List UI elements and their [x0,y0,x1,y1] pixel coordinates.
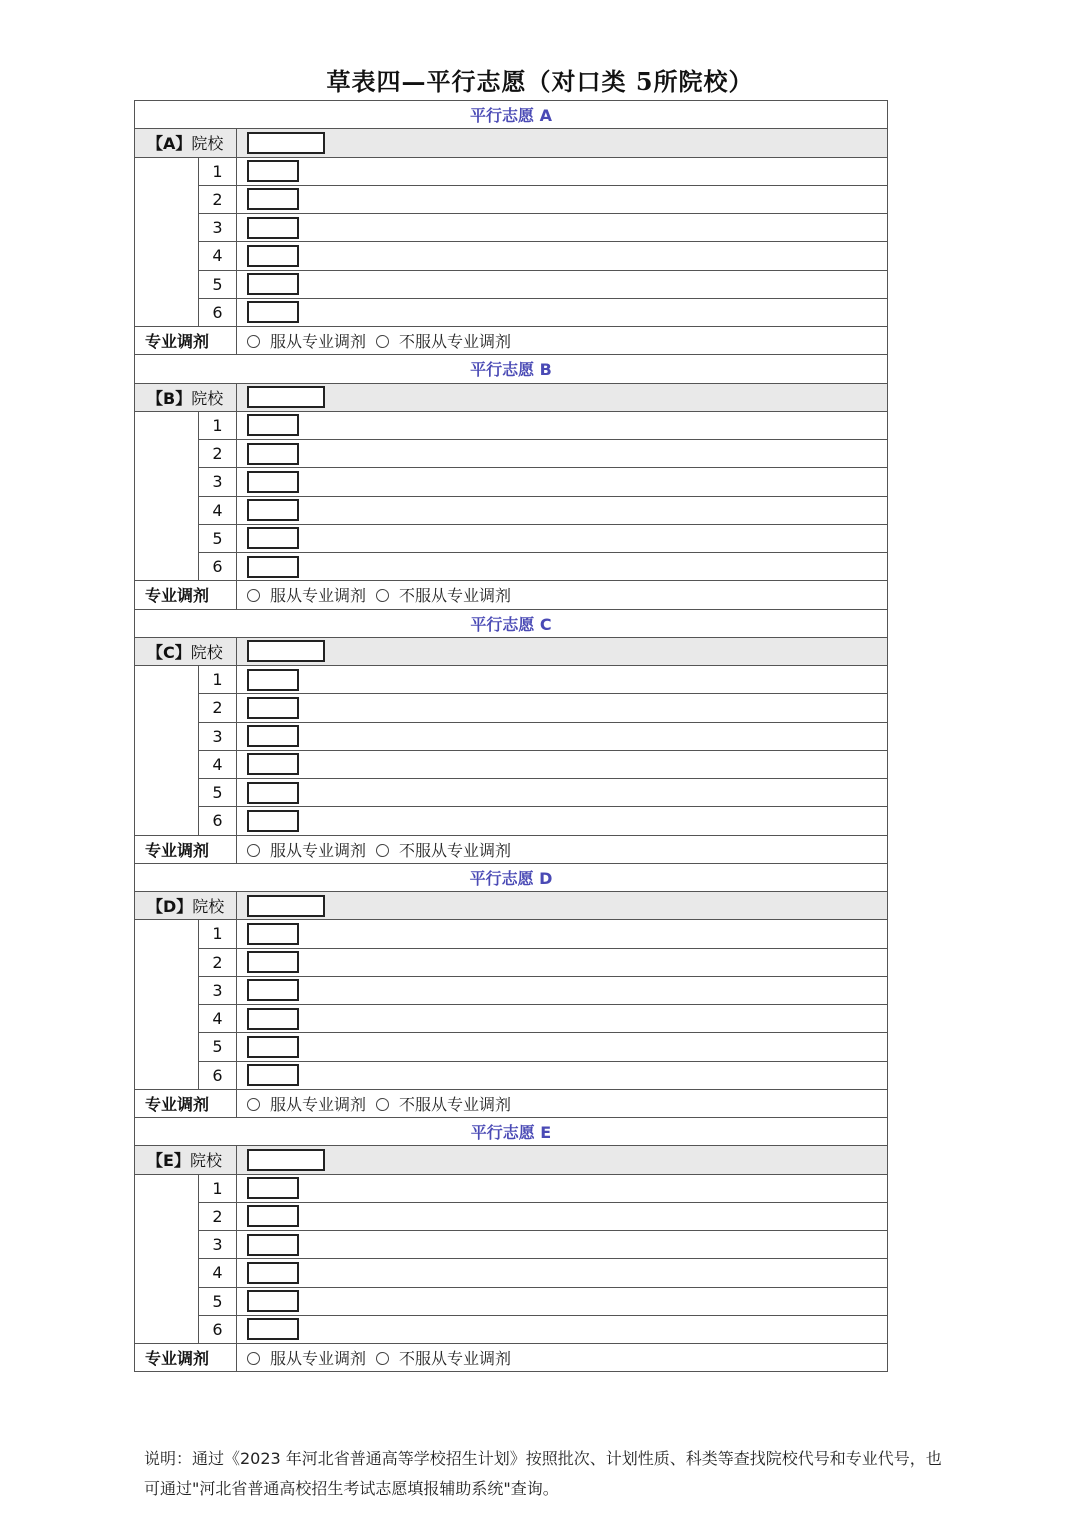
adjust-accept-text: 服从专业调剂 [270,840,367,860]
major-group-spacer [135,920,199,1090]
group-letter: 【E】 [147,1151,190,1171]
school-code-input[interactable] [247,1149,325,1171]
radio-accept[interactable] [247,844,260,857]
adjust-decline-text: 不服从专业调剂 [399,332,512,352]
adjust-accept-option[interactable] [247,1346,366,1369]
school-code-input[interactable] [247,386,325,408]
radio-accept[interactable] [247,1352,260,1365]
major-row [135,779,888,807]
group-header: 平行志愿 B [135,355,888,383]
school-label-text: 院校 [192,897,225,917]
school-label [135,129,237,157]
major-row [135,440,888,468]
major-code-input[interactable] [247,499,299,521]
major-code-input[interactable] [247,1036,299,1058]
major-code-input[interactable] [247,979,299,1001]
adjust-decline-option[interactable] [376,1346,511,1369]
major-code-input[interactable] [247,725,299,747]
radio-accept[interactable] [247,335,260,348]
major-row [135,694,888,722]
major-code-input[interactable] [247,188,299,210]
footnote-line-1: 说明：通过《2023 年河北省普通高等学校招生计划》按照批次、计划性质、科类等查找院校代号和专业代号，也 [144,1449,942,1468]
major-row [135,524,888,552]
major-number: 6 [199,1315,237,1343]
adjust-row [135,327,888,355]
adjust-decline-text: 不服从专业调剂 [399,1349,512,1369]
major-code-input[interactable] [247,301,299,323]
adjust-label: 专业调剂 [135,327,237,355]
school-row [135,1146,888,1174]
major-row [135,298,888,326]
group-letter: 【C】 [147,642,191,662]
adjust-row [135,581,888,609]
major-number: 5 [199,1287,237,1315]
major-number: 4 [199,1005,237,1033]
adjust-decline-text: 不服从专业调剂 [399,586,512,606]
major-number: 1 [199,411,237,439]
group-letter: 【A】 [147,134,192,154]
adjust-accept-text: 服从专业调剂 [270,332,367,352]
major-number: 6 [199,298,237,326]
group-letter: 【D】 [147,897,193,917]
major-number: 4 [199,750,237,778]
adjust-label: 专业调剂 [135,1089,237,1117]
major-number: 4 [199,242,237,270]
major-number: 1 [199,920,237,948]
major-code-input[interactable] [247,951,299,973]
footnote [144,1444,964,1504]
major-row [135,411,888,439]
major-number: 5 [199,1033,237,1061]
major-row [135,920,888,948]
major-row [135,496,888,524]
footnote-line-2: 可通过"河北省普通高校招生考试志愿填报辅助系统"查询。 [144,1479,559,1498]
major-row [135,666,888,694]
adjust-accept-option[interactable] [247,583,366,606]
major-code-input[interactable] [247,1318,299,1340]
group-header-row [135,101,888,129]
major-number: 1 [199,157,237,185]
school-label-text: 院校 [190,642,223,662]
major-row [135,750,888,778]
volunteer-form-table [134,100,888,1372]
major-code-input[interactable] [247,1234,299,1256]
radio-decline[interactable] [376,1098,389,1111]
adjust-accept-option[interactable] [247,329,366,352]
major-code-input[interactable] [247,1205,299,1227]
page-title: 草表四—平行志愿（对口类 5所院校） [326,67,754,96]
major-row [135,722,888,750]
adjust-decline-option[interactable] [376,583,511,606]
major-code-input[interactable] [247,556,299,578]
major-row [135,553,888,581]
major-row [135,948,888,976]
major-number: 3 [199,214,237,242]
major-group-spacer [135,1174,199,1344]
group-letter: 【B】 [147,388,192,408]
major-number: 4 [199,1259,237,1287]
major-number: 2 [199,948,237,976]
major-number: 3 [199,1231,237,1259]
radio-accept[interactable] [247,1098,260,1111]
school-code-input[interactable] [247,640,325,662]
adjust-accept-option[interactable] [247,838,366,861]
major-number: 3 [199,722,237,750]
major-code-input[interactable] [247,443,299,465]
adjust-label: 专业调剂 [135,1344,237,1372]
major-number: 2 [199,694,237,722]
major-row [135,1287,888,1315]
school-label-text: 院校 [191,134,224,154]
major-row [135,807,888,835]
major-code-input[interactable] [247,1008,299,1030]
school-label [135,1146,237,1174]
adjust-decline-option[interactable] [376,838,511,861]
major-code-input[interactable] [247,697,299,719]
major-row [135,1259,888,1287]
adjust-label: 专业调剂 [135,581,237,609]
major-code-input[interactable] [247,810,299,832]
major-code-input[interactable] [247,527,299,549]
major-code-input[interactable] [247,1262,299,1284]
group-header-row [135,1118,888,1146]
radio-decline[interactable] [376,335,389,348]
adjust-row [135,1089,888,1117]
major-row [135,1061,888,1089]
major-number: 1 [199,666,237,694]
group-header: 平行志愿 E [135,1118,888,1146]
major-group-spacer [135,666,199,836]
school-label [135,383,237,411]
adjust-accept-text: 服从专业调剂 [270,1094,367,1114]
major-group-spacer [135,157,199,327]
major-row [135,214,888,242]
school-label [135,892,237,920]
major-code-input[interactable] [247,753,299,775]
major-number: 6 [199,1061,237,1089]
major-code-input[interactable] [247,782,299,804]
major-code-input[interactable] [247,471,299,493]
adjust-decline-text: 不服从专业调剂 [399,840,512,860]
major-code-input[interactable] [247,1177,299,1199]
adjust-decline-option[interactable] [376,1092,511,1115]
radio-decline[interactable] [376,844,389,857]
major-row [135,1202,888,1230]
major-code-input[interactable] [247,923,299,945]
school-row [135,383,888,411]
major-row [135,185,888,213]
school-row [135,892,888,920]
school-code-input[interactable] [247,132,325,154]
major-row [135,1231,888,1259]
major-number: 3 [199,976,237,1004]
group-header: 平行志愿 C [135,609,888,637]
major-number: 4 [199,496,237,524]
major-group-spacer [135,411,199,581]
major-number: 2 [199,440,237,468]
major-code-input[interactable] [247,160,299,182]
adjust-label: 专业调剂 [135,835,237,863]
adjust-accept-option[interactable] [247,1092,366,1115]
major-number: 2 [199,185,237,213]
major-code-input[interactable] [247,1064,299,1086]
major-row [135,270,888,298]
major-row [135,468,888,496]
major-code-input[interactable] [247,273,299,295]
group-header-row [135,863,888,891]
major-number: 2 [199,1202,237,1230]
adjust-accept-text: 服从专业调剂 [270,1349,367,1369]
major-number: 1 [199,1174,237,1202]
major-number: 5 [199,779,237,807]
major-code-input[interactable] [247,414,299,436]
major-number: 6 [199,807,237,835]
major-code-input[interactable] [247,669,299,691]
major-row [135,157,888,185]
group-header-row [135,609,888,637]
school-label-text: 院校 [189,1151,222,1171]
major-row [135,1315,888,1343]
major-row [135,242,888,270]
adjust-decline-option[interactable] [376,329,511,352]
radio-decline[interactable] [376,589,389,602]
major-number: 5 [199,524,237,552]
school-code-input[interactable] [247,895,325,917]
major-code-input[interactable] [247,245,299,267]
major-code-input[interactable] [247,1290,299,1312]
school-row [135,129,888,157]
radio-decline[interactable] [376,1352,389,1365]
major-number: 3 [199,468,237,496]
major-row [135,1174,888,1202]
school-label-text: 院校 [191,388,224,408]
school-row [135,637,888,665]
major-row [135,1005,888,1033]
adjust-row [135,835,888,863]
adjust-accept-text: 服从专业调剂 [270,586,367,606]
major-number: 6 [199,553,237,581]
group-header: 平行志愿 D [135,863,888,891]
adjust-decline-text: 不服从专业调剂 [399,1094,512,1114]
group-header: 平行志愿 A [135,101,888,129]
school-label [135,637,237,665]
major-row [135,976,888,1004]
major-row [135,1033,888,1061]
major-number: 5 [199,270,237,298]
group-header-row [135,355,888,383]
major-code-input[interactable] [247,217,299,239]
adjust-row [135,1344,888,1372]
radio-accept[interactable] [247,589,260,602]
